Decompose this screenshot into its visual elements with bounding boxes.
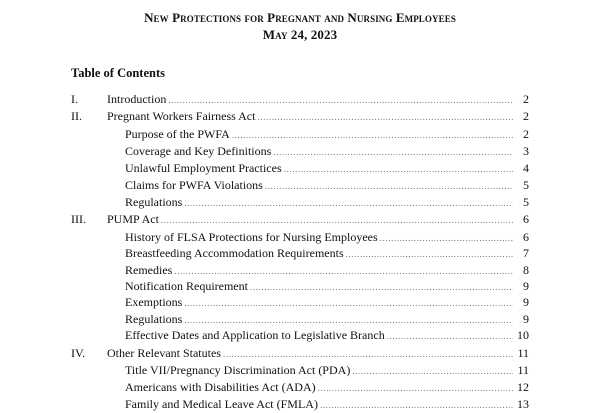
toc-entry-link[interactable] bbox=[125, 160, 529, 177]
dot-leader bbox=[232, 127, 513, 143]
dot-leader bbox=[184, 295, 513, 311]
toc-entry-label: Claims for PWFA Violations bbox=[125, 178, 263, 192]
toc-row bbox=[0, 379, 600, 395]
dot-leader bbox=[257, 109, 513, 125]
toc-row bbox=[0, 229, 600, 245]
toc-row bbox=[0, 294, 600, 310]
toc-row bbox=[0, 211, 600, 227]
toc-entry-link[interactable] bbox=[125, 294, 529, 311]
toc-row bbox=[0, 143, 600, 159]
toc-entry-label: Title VII/Pregnancy Discrimination Act (PDA) bbox=[125, 363, 351, 377]
dot-leader bbox=[273, 144, 513, 160]
toc-entry-label: Other Relevant Statutes bbox=[107, 346, 221, 360]
toc-entry-link[interactable] bbox=[125, 327, 529, 344]
toc-entry-label: Effective Dates and Application to Legislative Branch bbox=[125, 328, 385, 342]
toc-row bbox=[0, 362, 600, 378]
toc-page-number: 8 bbox=[523, 263, 529, 277]
toc-entry-link[interactable] bbox=[125, 245, 529, 262]
toc-row bbox=[0, 327, 600, 343]
toc-row bbox=[0, 396, 600, 412]
toc-entry-label: Pregnant Workers Fairness Act bbox=[107, 109, 256, 123]
toc-heading: Table of Contents bbox=[71, 66, 165, 80]
toc-page-number: 5 bbox=[523, 195, 529, 209]
toc-row bbox=[0, 345, 600, 361]
toc-row bbox=[0, 108, 600, 124]
toc-entry-link[interactable] bbox=[125, 362, 529, 379]
toc-page-number: 13 bbox=[517, 397, 529, 411]
toc-page-number: 6 bbox=[523, 212, 529, 226]
document-title: New Protections for Pregnant and Nursing Employees bbox=[144, 10, 456, 25]
toc-entry-label: Americans with Disabilities Act (ADA) bbox=[125, 380, 316, 394]
dot-leader bbox=[387, 328, 513, 344]
dot-leader bbox=[184, 312, 513, 328]
dot-leader bbox=[184, 195, 513, 211]
dot-leader bbox=[161, 212, 513, 228]
dot-leader bbox=[265, 178, 513, 194]
toc-page-number: 11 bbox=[517, 346, 529, 360]
toc-entry-label: Unlawful Employment Practices bbox=[125, 161, 282, 175]
dot-leader bbox=[223, 346, 513, 362]
toc-entry-link[interactable] bbox=[125, 177, 529, 194]
toc-entry-label: Remedies bbox=[125, 263, 173, 277]
dot-leader bbox=[318, 380, 513, 396]
toc-entry-link[interactable] bbox=[107, 345, 529, 362]
toc-entry-link[interactable] bbox=[125, 379, 529, 396]
toc-entry-label: Purpose of the PWFA bbox=[125, 127, 230, 141]
toc-page-number: 2 bbox=[523, 109, 529, 123]
toc-entry-link[interactable] bbox=[125, 229, 529, 246]
toc-section-number: IV. bbox=[71, 346, 86, 360]
toc-entry-label: Breastfeeding Accommodation Requirements bbox=[125, 246, 344, 260]
toc-section-number: III. bbox=[71, 212, 86, 226]
toc-page-number: 9 bbox=[523, 295, 529, 309]
toc-page-number: 5 bbox=[523, 178, 529, 192]
toc-row bbox=[0, 194, 600, 210]
toc-row bbox=[0, 91, 600, 107]
dot-leader bbox=[380, 230, 513, 246]
toc-page-number: 9 bbox=[523, 279, 529, 293]
dot-leader bbox=[284, 161, 513, 177]
toc-entry-label: Notification Requirement bbox=[125, 279, 248, 293]
dot-leader bbox=[352, 363, 513, 379]
toc-entry-link[interactable] bbox=[107, 91, 529, 108]
toc-row bbox=[0, 262, 600, 278]
toc-entry-label: Regulations bbox=[125, 195, 183, 209]
dot-leader bbox=[168, 92, 513, 108]
toc-entry-link[interactable] bbox=[107, 108, 529, 125]
toc-entry-label: History of FLSA Protections for Nursing Employees bbox=[125, 230, 378, 244]
toc-entry-link[interactable] bbox=[125, 126, 529, 143]
toc-entry-link[interactable] bbox=[125, 311, 529, 328]
toc-page-number: 3 bbox=[523, 144, 529, 158]
toc-section-number: II. bbox=[71, 109, 82, 123]
toc-page-number: 6 bbox=[523, 230, 529, 244]
dot-leader bbox=[320, 397, 513, 413]
toc-entry-link[interactable] bbox=[125, 278, 529, 295]
dot-leader bbox=[346, 246, 513, 262]
toc-entry-label: Coverage and Key Definitions bbox=[125, 144, 272, 158]
dot-leader bbox=[174, 263, 513, 279]
toc-page-number: 4 bbox=[523, 161, 529, 175]
toc-entry-link[interactable] bbox=[125, 396, 529, 413]
toc-entry-label: Introduction bbox=[107, 92, 167, 106]
toc-row bbox=[0, 126, 600, 142]
toc-page-number: 2 bbox=[523, 127, 529, 141]
toc-entry-label: PUMP Act bbox=[107, 212, 159, 226]
toc-row bbox=[0, 177, 600, 193]
dot-leader bbox=[250, 279, 513, 295]
toc-page-number: 7 bbox=[523, 246, 529, 260]
toc-entry-label: Regulations bbox=[125, 312, 183, 326]
toc-page-number: 2 bbox=[523, 92, 529, 106]
toc-entry-link[interactable] bbox=[107, 211, 529, 228]
toc-row bbox=[0, 160, 600, 176]
document-date: May 24, 2023 bbox=[262, 27, 338, 42]
toc-entry-label: Family and Medical Leave Act (FMLA) bbox=[125, 397, 318, 411]
toc-entry-link[interactable] bbox=[125, 262, 529, 279]
toc-entry-link[interactable] bbox=[125, 143, 529, 160]
toc-page-number: 12 bbox=[517, 380, 529, 394]
toc-entry-label: Exemptions bbox=[125, 295, 183, 309]
toc-row bbox=[0, 278, 600, 294]
toc-row bbox=[0, 311, 600, 327]
toc-row bbox=[0, 245, 600, 261]
toc-section-number: I. bbox=[71, 92, 78, 106]
toc-entry-link[interactable] bbox=[125, 194, 529, 211]
toc-page-number: 9 bbox=[523, 312, 529, 326]
toc-page-number: 10 bbox=[517, 328, 529, 342]
toc-page-number: 11 bbox=[517, 363, 529, 377]
